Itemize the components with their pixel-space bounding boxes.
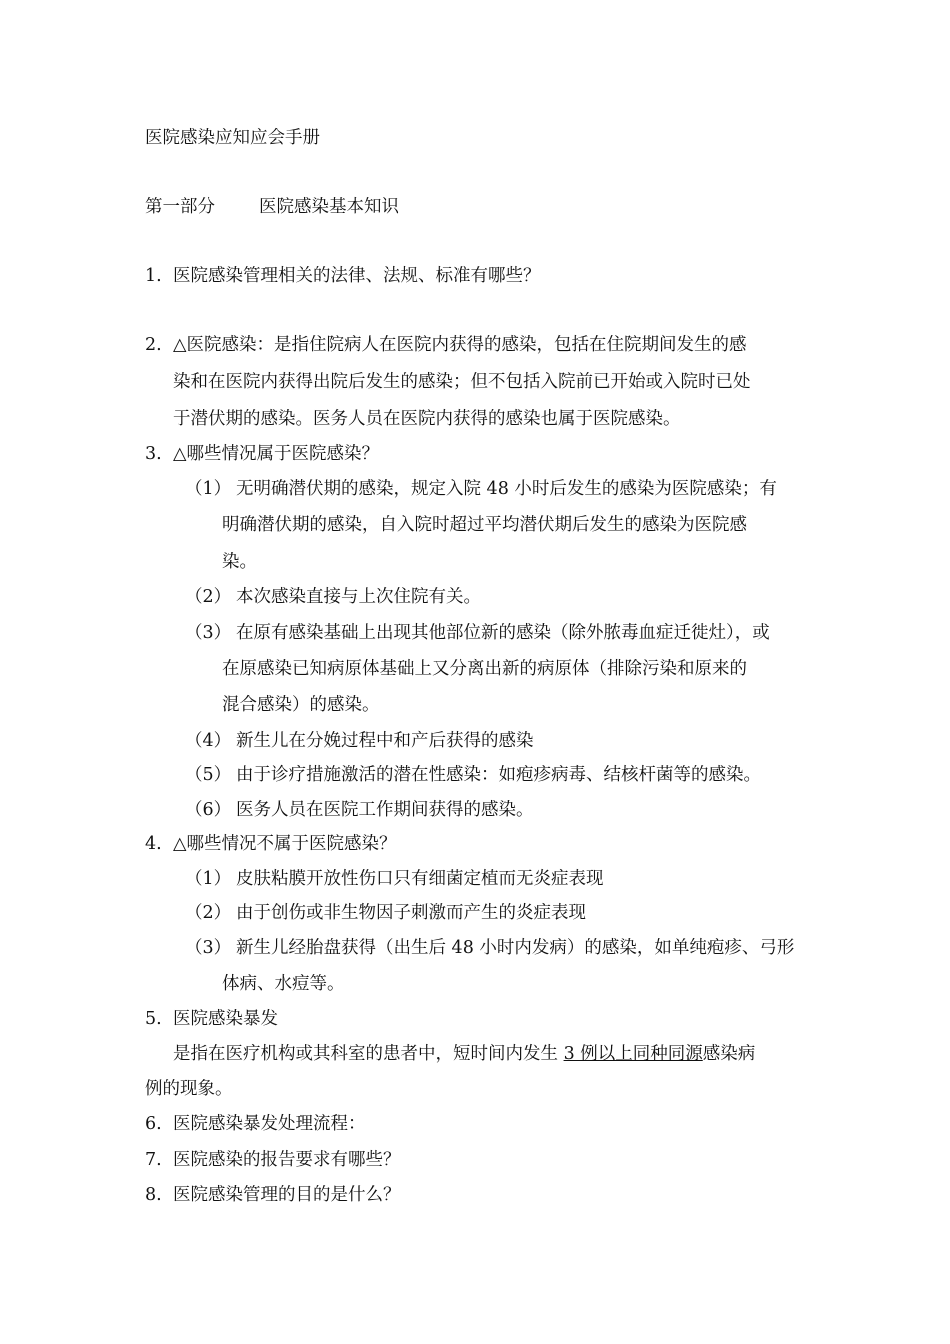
subitem-text-line: 在原有感染基础上出现其他部位新的感染（除外脓毒血症迁徙灶），或 <box>236 623 770 643</box>
part-name: 医院感染基本知识 <box>259 197 399 217</box>
subitem-number: （3） <box>185 938 232 958</box>
underlined-term: 3 例以上同种同源 <box>563 1044 703 1064</box>
subitem-text-line: 明确潜伏期的感染，自入院时超过平均潜伏期后发生的感染为医院感 <box>222 515 747 535</box>
item-number: 1. <box>145 266 162 286</box>
item-number: 7. <box>145 1150 162 1170</box>
subitem-number: （2） <box>185 587 232 607</box>
subitem-text-line: 新生儿在分娩过程中和产后获得的感染 <box>236 731 534 751</box>
item-number: 5. <box>145 1009 162 1029</box>
subitem-number: （4） <box>185 731 232 751</box>
subitem-number: （3） <box>185 623 232 643</box>
subitem-text-line: 新生儿经胎盘获得（出生后 48 小时内发病）的感染，如单纯疱疹、弓形 <box>236 938 795 958</box>
item-text: 医院感染暴发处理流程： <box>173 1114 366 1134</box>
document-title: 医院感染应知应会手册 <box>145 128 320 148</box>
item-text-line: 于潜伏期的感染。医务人员在医院内获得的感染也属于医院感染。 <box>173 409 681 429</box>
item-number: 6. <box>145 1114 162 1134</box>
item-text: △哪些情况不属于医院感染？ <box>173 834 397 854</box>
definition-text: 感染病 <box>702 1044 756 1064</box>
item-number: 8. <box>145 1185 162 1205</box>
item-number: 4. <box>145 834 162 854</box>
item-number: 2. <box>145 335 162 355</box>
subitem-text-line: 皮肤粘膜开放性伤口只有细菌定植而无炎症表现 <box>236 869 604 889</box>
subitem-number: （6） <box>185 800 232 820</box>
item-text: 医院感染管理相关的法律、法规、标准有哪些？ <box>173 266 541 286</box>
item-text: 医院感染暴发 <box>173 1009 278 1029</box>
item-text-line: 染和在医院内获得出院后发生的感染；但不包括入院前已开始或入院时已处 <box>173 372 751 392</box>
definition-text: 是指在医疗机构或其科室的患者中，短时间内发生 <box>173 1044 564 1064</box>
item-number: 3. <box>145 444 162 464</box>
subitem-text-line: 在原感染已知病原体基础上又分离出新的病原体（排除污染和原来的 <box>222 659 747 679</box>
subitem-text-line: 混合感染）的感染。 <box>222 695 380 715</box>
subitem-number: （2） <box>185 903 232 923</box>
definition-continuation: 例的现象。 <box>145 1079 233 1099</box>
item-text: 医院感染管理的目的是什么？ <box>173 1185 401 1205</box>
definition-paragraph <box>173 1042 755 1066</box>
part-label: 第一部分 <box>145 197 215 217</box>
subitem-text-line: 染。 <box>222 552 257 572</box>
item-text: △哪些情况属于医院感染？ <box>173 444 379 464</box>
subitem-text-line: 体病、水痘等。 <box>222 974 345 994</box>
subitem-number: （1） <box>185 479 232 499</box>
subitem-number: （5） <box>185 765 232 785</box>
subitem-text-line: 由于诊疗措施激活的潜在性感染：如疱疹病毒、结核杆菌等的感染。 <box>236 765 761 785</box>
subitem-number: （1） <box>185 869 232 889</box>
subitem-text-line: 无明确潜伏期的感染，规定入院 48 小时后发生的感染为医院感染；有 <box>236 479 777 499</box>
item-text-line: △医院感染：是指住院病人在医院内获得的感染，包括在住院期间发生的感 <box>173 335 747 355</box>
item-text: 医院感染的报告要求有哪些？ <box>173 1150 401 1170</box>
subitem-text-line: 医务人员在医院工作期间获得的感染。 <box>236 800 534 820</box>
subitem-text-line: 本次感染直接与上次住院有关。 <box>236 587 481 607</box>
subitem-text-line: 由于创伤或非生物因子刺激而产生的炎症表现 <box>236 903 586 923</box>
